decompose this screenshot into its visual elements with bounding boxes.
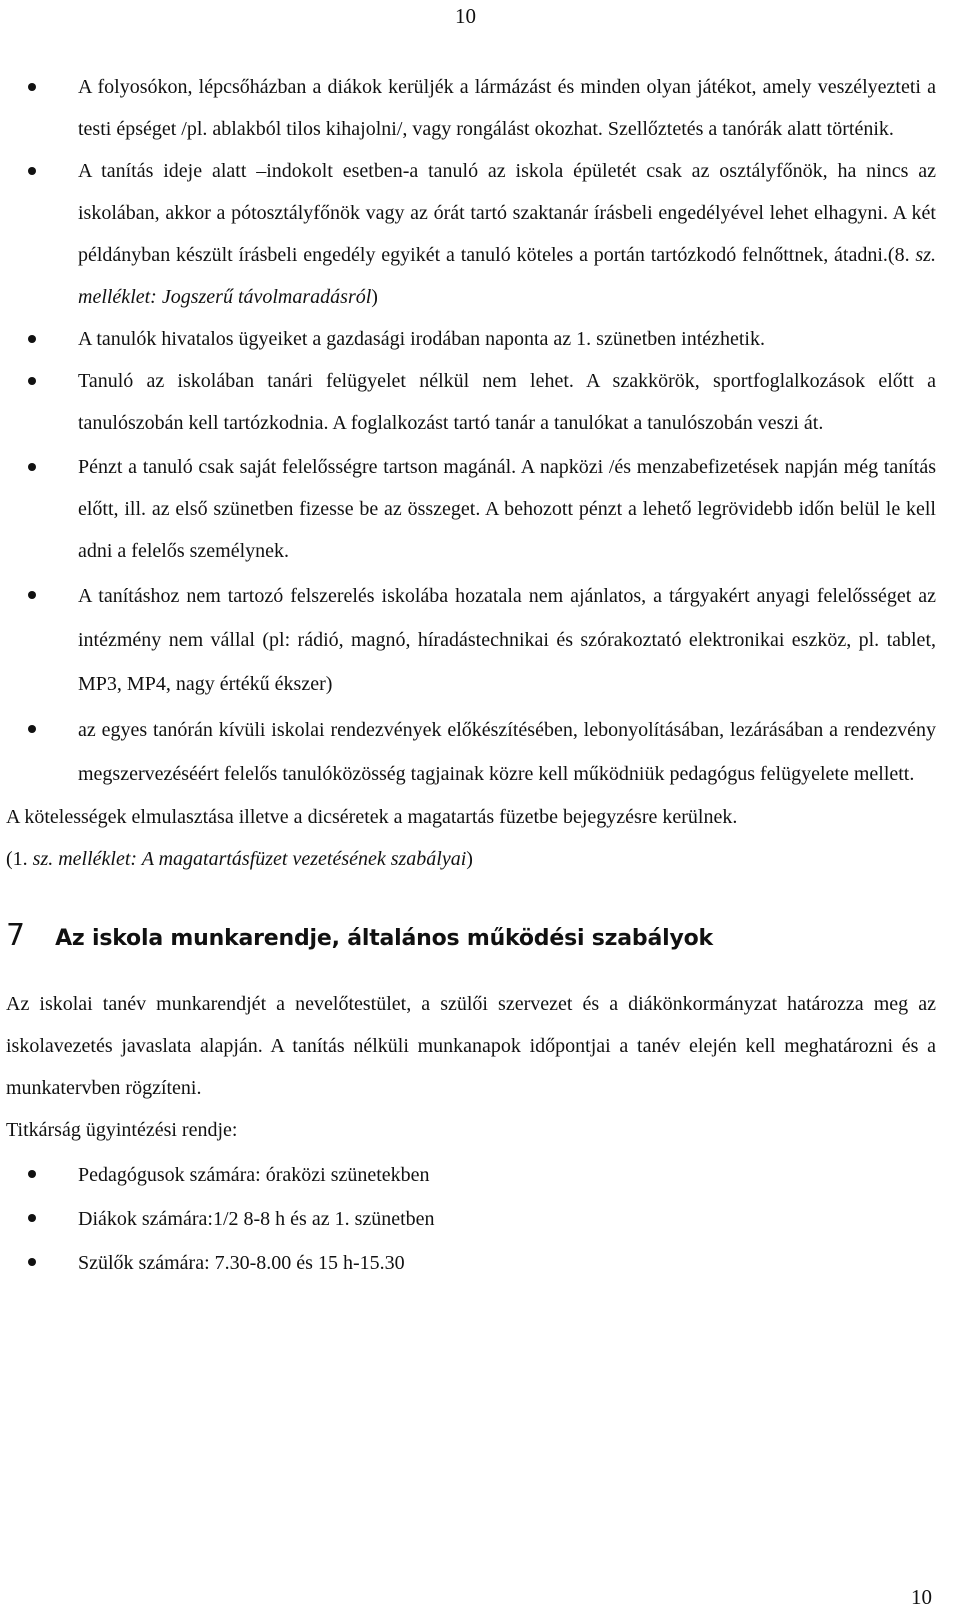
- chapter-number: 7: [6, 918, 26, 953]
- intro-paragraph: Az iskolai tanév munkarendjét a nevelőtestület, a szülői szervezet és a diákönkormányzat határozza meg az iskolavezetés javaslata alapján. A tanítás nélküli munkanapok időpontjai a tanév elején kell meghatározni és a munkatervben rögzíteni.: [6, 993, 936, 1099]
- list-item-text: Tanuló az iskolában tanári felügyelet nélkül nem lehet. A szakkörök, sportfoglalkozások előtt a tanulószobán kell tartózkodnia. A foglalkozást tartó tanár a tanulókat a tanulószobán veszi át.: [78, 370, 936, 434]
- list-item: [6, 708, 936, 796]
- list-item-text: A tanításhoz nem tartozó felszerelés iskolába hozatala nem ajánlatos, a tárgyakért anyagi felelősséget az intézmény nem vállal (pl: rádió, magnó, híradástechnikai és szórakoztató elektronikai eszköz, pl. tablet, MP3, MP4, nagy értékű ékszer): [78, 585, 936, 695]
- list-item: [6, 318, 936, 360]
- list-item: [6, 66, 936, 150]
- list-item: [6, 150, 936, 318]
- list-item-text: A folyosókon, lépcsőházban a diákok kerüljék a lármázást és minden olyan játékot, amely veszélyezteti a testi épséget /pl. ablakból tilos kihajolni/, vagy rongálást okozhat. Szellőztetés a tanórák alatt történik.: [78, 76, 936, 140]
- secretariat-list: [6, 1153, 936, 1285]
- note-italic-ref: sz. melléklet: A magatartásfüzet vezetésének szabályai: [32, 848, 467, 870]
- list-item-text: az egyes tanórán kívüli iskolai rendezvények előkészítésében, lebonyolításában, lezárásában a rendezvény megszervezéséért felelős tanulóközösség tagjainak közre kell működniük pedagógus felügyelete mellett.: [78, 719, 936, 785]
- secretariat-heading: Titkárság ügyintézési rendje:: [6, 1119, 238, 1141]
- list-item: [6, 360, 936, 444]
- note-line-1: A kötelességek elmulasztása illetve a dicséretek a magatartás füzetbe bejegyzésre kerülnek.: [6, 806, 738, 828]
- list-item-italic-ref: sz. melléklet: Jogszerű távolmaradásról: [78, 244, 936, 308]
- list-item: [6, 1153, 936, 1197]
- note-prefix: (1.: [6, 848, 33, 870]
- list-item: [6, 446, 936, 572]
- document-body: [6, 66, 936, 1285]
- list-item: [6, 574, 936, 706]
- page-number-top: 10: [455, 4, 476, 28]
- list-item: [6, 1197, 936, 1241]
- list-item-text: Pénzt a tanuló csak saját felelősségre tartson magánál. A napközi /és menzabefizetések napján még tanítás előtt, ill. az első szünetben fizesse be az összeget. A behozott pénzt a lehető legrövidebb időn belül le kell adni a felelős személynek.: [78, 456, 936, 562]
- chapter-title: Az iskola munkarendje, általános működési szabályok: [55, 926, 713, 951]
- rules-list: [6, 66, 936, 796]
- list-item-text: A tanítás ideje alatt –indokolt esetben-a tanuló az iskola épületét csak az osztályfőnök, ha nincs az iskolában, akkor a pótosztályfőnök vagy az órát tartó szaktanár írásbeli engedélyével lehet elhagyni. A két példányban készült írásbeli engedély egyikét a tanuló köteles a portán tartózkodó felnőttnek, átadni.(8.: [78, 160, 936, 266]
- list-item-suffix: ): [371, 286, 378, 308]
- note-suffix: ): [466, 848, 473, 870]
- list-item: [6, 1241, 936, 1285]
- list-item-text: Diákok számára:1/2 8-8 h és az 1. szünetben: [78, 1208, 435, 1230]
- note-line-2: [6, 838, 936, 880]
- list-item-text: Szülők számára: 7.30-8.00 és 15 h-15.30: [78, 1252, 405, 1274]
- page-number-bottom: 10: [911, 1585, 932, 1609]
- list-item-text: A tanulók hivatalos ügyeiket a gazdasági irodában naponta az 1. szünetben intézhetik.: [78, 328, 765, 350]
- list-item-text: Pedagógusok számára: óraközi szünetekben: [78, 1164, 430, 1186]
- chapter-heading: [6, 916, 936, 959]
